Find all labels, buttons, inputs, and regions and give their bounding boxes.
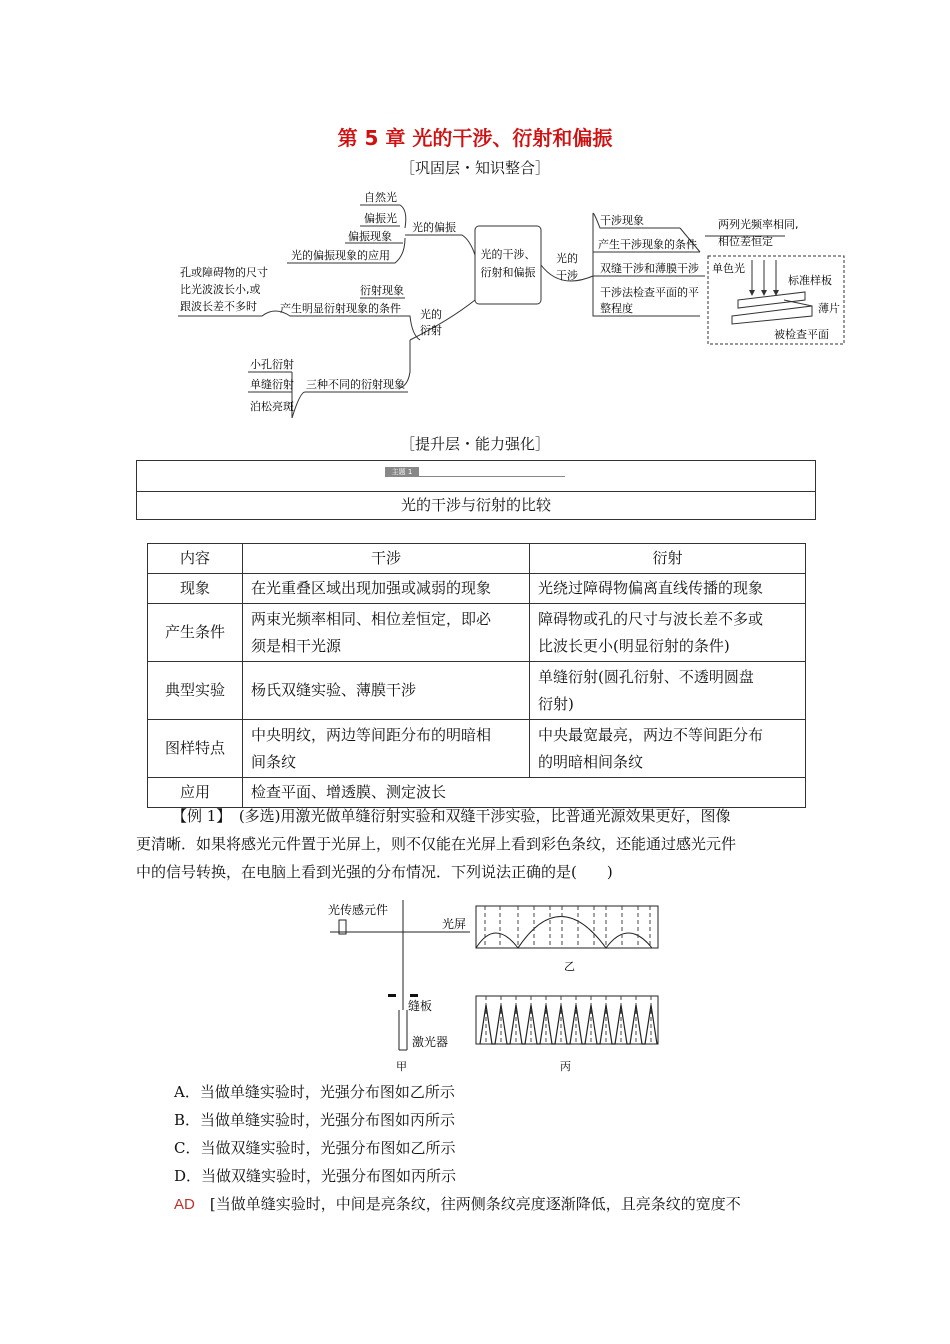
row-label: 产生条件 [148, 604, 243, 662]
mm-center-line1: 光的干涉、 [480, 248, 536, 261]
header-interference: 干涉 [243, 544, 530, 574]
cell-line: 两束光频率相同、相位差恒定，即必 [251, 609, 492, 628]
section-consolidation: ［巩固层・知识整合］ [399, 159, 550, 177]
topic-caption: 光的干涉与衍射的比较 [400, 496, 551, 514]
row-label: 应用 [148, 778, 243, 808]
header-content: 内容 [148, 544, 243, 574]
row-label: 现象 [148, 574, 243, 604]
fig-laser-label: 激光器 [412, 1035, 449, 1049]
cell-diffraction [530, 720, 806, 778]
table-row [148, 720, 806, 778]
table-row [148, 662, 806, 720]
mm-flatness-check-1: 干涉法检查平面的平 [600, 286, 699, 299]
mm-double-slit-thin-film: 双缝干涉和薄膜干涉 [600, 262, 699, 275]
option-a: A．当做单缝实验时，光强分布图如乙所示 [174, 1083, 455, 1101]
example-line: 更清晰．如果将感光元件置于光屏上，则不仅能在光屏上看到彩色条纹，还能通过感光元件 [136, 835, 737, 853]
cell-diffraction [530, 604, 806, 662]
section-improvement: ［提升层・能力强化］ [399, 435, 550, 453]
table-row [148, 604, 806, 662]
row-label: 图样特点 [148, 720, 243, 778]
answer-line [174, 1190, 819, 1219]
topic-box [136, 460, 816, 520]
cell-interference: 杨氏双缝实验、薄膜干涉 [243, 662, 530, 720]
cell-line: 的明暗相间条纹 [538, 752, 644, 771]
mm-interference-condition: 产生干涉现象的条件 [598, 238, 697, 251]
answer-text: [当做单缝实验时，中间是亮条纹，往两侧条纹亮度逐渐降低，且亮条纹的宽度不 [194, 1195, 741, 1213]
example-line: 中的信号转换，在电脑上看到光强的分布情况．下列说法正确的是( ) [136, 863, 613, 881]
cell-line: 障碍物或孔的尺寸与波长差不多或 [538, 609, 764, 628]
table-header-row [148, 544, 806, 574]
mm-polarized-light: 偏振光 [364, 212, 397, 225]
option-c: C．当做双缝实验时，光强分布图如乙所示 [174, 1139, 456, 1157]
mm-branch-interference-1: 光的 [556, 252, 578, 265]
cell-interference: 在光重叠区域出现加强或减弱的现象 [243, 574, 530, 604]
mm-diffraction-note-3: 跟波长差不多时 [180, 300, 257, 313]
cell-line: 单缝衍射(圆孔衍射、不透明圆盘 [538, 667, 754, 686]
experiment-figure [300, 890, 680, 1075]
example-question [136, 802, 816, 886]
mm-flatness-check-2: 整程度 [600, 302, 633, 315]
mm-branch-diffraction-2: 衍射 [420, 324, 442, 337]
fig-sensor-label: 光传感元件 [328, 903, 389, 917]
cell-line: 须是相干光源 [251, 636, 342, 655]
knowledge-mindmap [0, 180, 950, 430]
cell-line: 衍射) [538, 694, 574, 713]
example-line [136, 802, 816, 830]
cell-line: 中央最宽最亮，两边不等间距分布 [538, 725, 764, 744]
mm-single-slit-diffraction: 单缝衍射 [250, 378, 294, 391]
option-b: B．当做单缝实验时，光强分布图如丙所示 [174, 1111, 456, 1129]
cell-line: 间条纹 [251, 752, 297, 771]
answer-key: AD [174, 1196, 195, 1213]
row-label: 典型实验 [148, 662, 243, 720]
mm-polarization-phenomenon: 偏振现象 [348, 230, 392, 243]
cell-application: 检查平面、增透膜、测定波长 [243, 778, 806, 808]
mm-interference-note-2: 相位差恒定 [718, 235, 773, 248]
mm-branch-polarization: 光的偏振 [412, 221, 456, 234]
fig-bing-label: 丙 [560, 1060, 571, 1073]
mm-polarization-application: 光的偏振现象的应用 [291, 249, 390, 262]
mm-interference-phenomenon: 干涉现象 [600, 214, 644, 227]
example-label: 【例 1】 [172, 807, 224, 825]
cell-line: 比波长更小(明显衍射的条件) [538, 636, 730, 655]
mm-inset-thin-sheet: 薄片 [818, 302, 840, 315]
mm-natural-light: 自然光 [364, 191, 397, 204]
comparison-table [147, 543, 806, 808]
fig-yi-label: 乙 [564, 960, 575, 973]
mm-poisson-spot: 泊松亮斑 [250, 400, 294, 413]
mm-center-line2: 衍射和偏振 [480, 266, 536, 279]
mm-diffraction-condition: 产生明显衍射现象的条件 [280, 302, 401, 315]
mm-diffraction-phenomenon: 衍射现象 [360, 284, 404, 297]
mm-inset-monochromatic: 单色光 [712, 262, 745, 275]
mm-interference-note-1: 两列光频率相同, [718, 218, 799, 231]
cell-interference [243, 604, 530, 662]
mm-branch-diffraction-1: 光的 [420, 308, 442, 321]
cell-line: 中央明纹，两边等间距分布的明暗相 [251, 725, 492, 744]
mm-diffraction-note-2: 比光波波长小,或 [180, 283, 261, 296]
example-text: (多选)用激光做单缝衍射实验和双缝干涉实验，比普通光源效果更好，图像 [223, 807, 731, 825]
mm-branch-interference-2: 干涉 [556, 269, 578, 282]
mm-three-diffraction-label: 三种不同的衍射现象 [306, 378, 405, 391]
cell-interference [243, 720, 530, 778]
table-row [148, 574, 806, 604]
option-d: D．当做双缝实验时，光强分布图如丙所示 [174, 1167, 457, 1185]
fig-slit-label: 缝板 [408, 999, 433, 1013]
mm-diffraction-note-1: 孔或障碍物的尺寸 [180, 266, 268, 279]
fig-screen-label: 光屏 [442, 917, 467, 931]
cell-diffraction: 光绕过障碍物偏离直线传播的现象 [530, 574, 806, 604]
cell-diffraction [530, 662, 806, 720]
mm-inset-test-plane: 被检查平面 [774, 328, 829, 341]
mm-small-hole-diffraction: 小孔衍射 [250, 358, 294, 371]
topic-tag-line [419, 476, 565, 477]
topic-tag: 主题 1 [385, 467, 419, 477]
mm-inset-standard-plate: 标准样板 [788, 274, 832, 287]
header-diffraction: 衍射 [530, 544, 806, 574]
fig-jia-label: 甲 [396, 1060, 407, 1073]
chapter-title: 第 5 章 光的干涉、衍射和偏振 [337, 126, 613, 150]
